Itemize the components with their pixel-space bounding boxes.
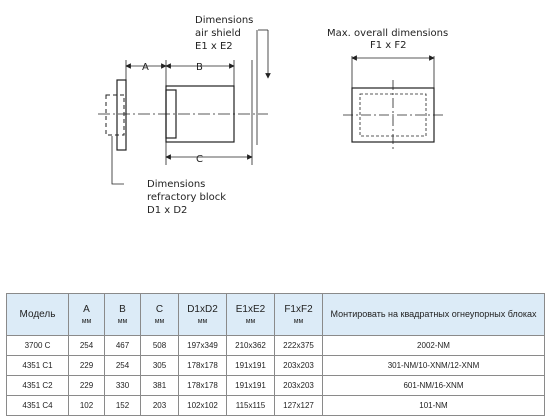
block-label-line2: refractory block (147, 192, 227, 203)
cell-mount: 101-NM (323, 396, 545, 416)
block-label-line3: D1 x D2 (147, 205, 188, 216)
cell-a: 254 (69, 336, 105, 356)
header-b: B мм (105, 294, 141, 336)
header-a: A мм (69, 294, 105, 336)
specifications-table (6, 293, 545, 416)
cell-a: 229 (69, 376, 105, 396)
header-f1xf2: F1xF2 мм (275, 294, 323, 336)
table-row (7, 336, 545, 356)
overall-label-line2: F1 x F2 (370, 40, 407, 51)
cell-d1xd2: 197x349 (179, 336, 227, 356)
header-c: C мм (141, 294, 179, 336)
cell-f1xf2: 203x203 (275, 376, 323, 396)
cell-c: 203 (141, 396, 179, 416)
cell-b: 152 (105, 396, 141, 416)
cell-c: 508 (141, 336, 179, 356)
overall-label-line1: Max. overall dimensions (327, 28, 449, 39)
cell-f1xf2: 127x127 (275, 396, 323, 416)
cell-mount: 2002-NM (323, 336, 545, 356)
cell-b: 254 (105, 356, 141, 376)
table-row (7, 396, 545, 416)
cell-a: 229 (69, 356, 105, 376)
heater-side-view (98, 80, 268, 150)
cell-model: 4351 C1 (7, 356, 69, 376)
cell-f1xf2: 222x375 (275, 336, 323, 356)
cell-e1xe2: 191x191 (227, 356, 275, 376)
cell-e1xe2: 115x115 (227, 396, 275, 416)
cell-d1xd2: 178x178 (179, 356, 227, 376)
air-shield-label-line1: Dimensions (195, 15, 254, 26)
dim-a-label: A (142, 62, 149, 73)
cell-b: 467 (105, 336, 141, 356)
table-row (7, 356, 545, 376)
cell-mount: 601-NM/16-XNM (323, 376, 545, 396)
block-label-line1: Dimensions (147, 179, 206, 190)
table-row (7, 376, 545, 396)
header-model: Модель (7, 294, 69, 336)
dim-c-label: C (196, 154, 203, 165)
cell-d1xd2: 102x102 (179, 396, 227, 416)
cell-b: 330 (105, 376, 141, 396)
cell-c: 381 (141, 376, 179, 396)
cell-d1xd2: 178x178 (179, 376, 227, 396)
heater-overall-view (343, 56, 443, 150)
cell-mount: 301-NM/10-XNM/12-XNM (323, 356, 545, 376)
cell-c: 305 (141, 356, 179, 376)
cell-model: 4351 C2 (7, 376, 69, 396)
cell-model: 3700 C (7, 336, 69, 356)
air-shield-label-line2: air shield (195, 28, 241, 39)
header-d1xd2: D1xD2 мм (179, 294, 227, 336)
cell-e1xe2: 210x362 (227, 336, 275, 356)
cell-f1xf2: 203x203 (275, 356, 323, 376)
cell-e1xe2: 191x191 (227, 376, 275, 396)
cell-model: 4351 C4 (7, 396, 69, 416)
header-e1xe2: E1xE2 мм (227, 294, 275, 336)
header-mount: Монтировать на квадратных огнеупорных блоках (323, 294, 545, 336)
air-shield-label-line3: E1 x E2 (195, 41, 233, 52)
block-leader (112, 136, 124, 184)
dim-b-label: B (196, 62, 203, 73)
cell-a: 102 (69, 396, 105, 416)
table-header-row (7, 294, 545, 336)
